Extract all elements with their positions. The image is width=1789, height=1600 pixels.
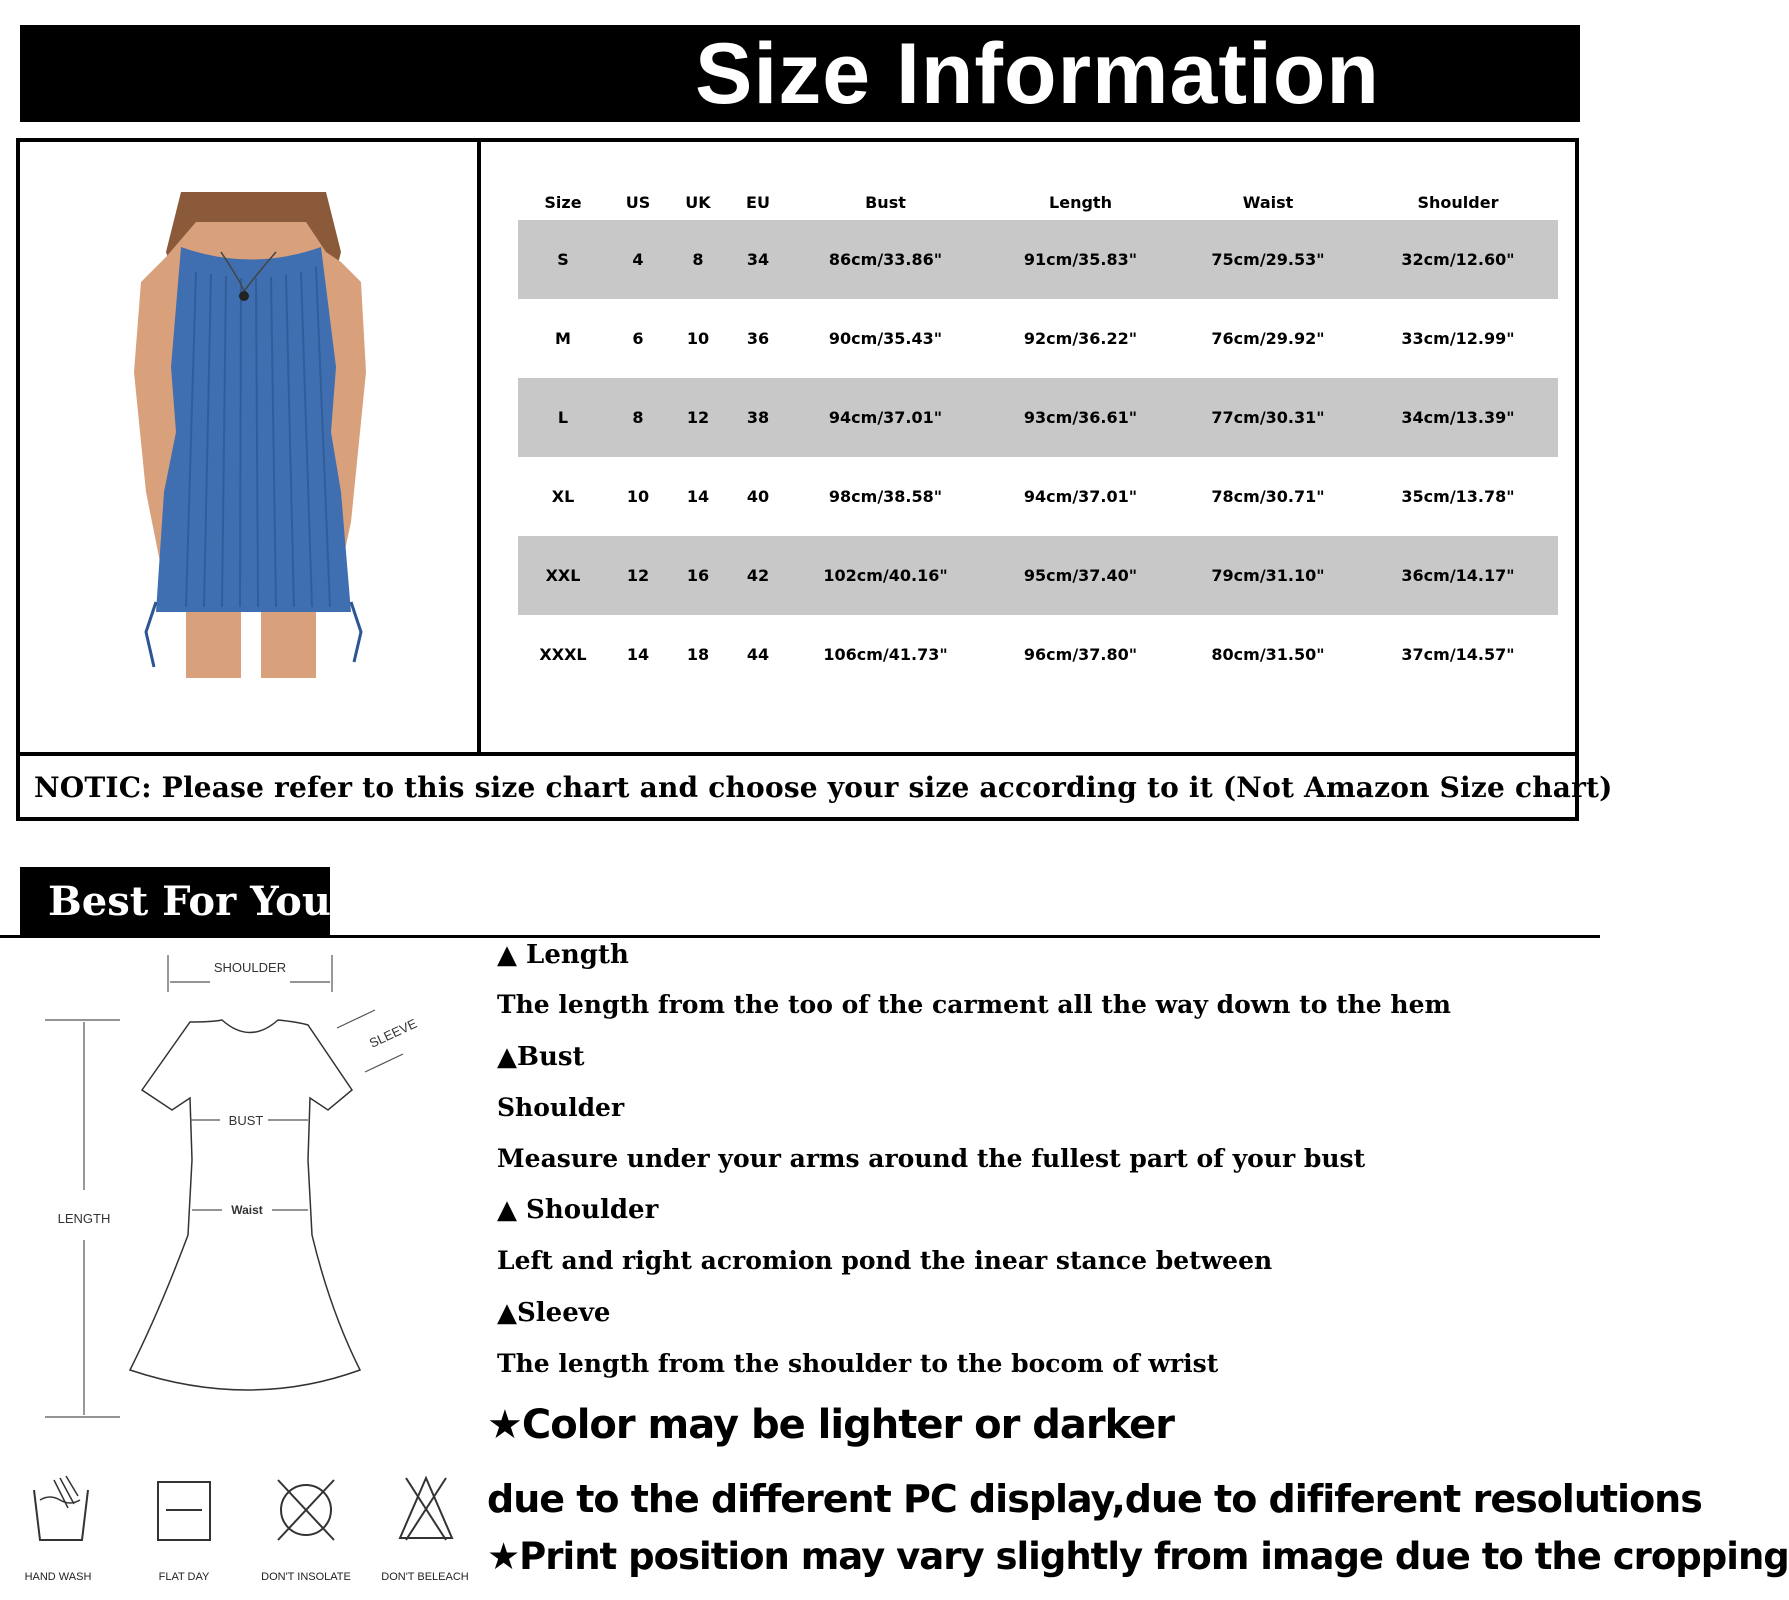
hand-wash-label: HAND WASH [24, 1571, 92, 1583]
table-cell: XXXL [539, 645, 587, 664]
table-cell: 98cm/38.58" [828, 487, 943, 506]
table-cell: 36 [746, 329, 770, 348]
table-header-row [518, 184, 1558, 220]
table-cell: 38 [728, 378, 788, 457]
table-cell: 14 [686, 487, 710, 506]
table-cell: 79cm/31.10" [1178, 536, 1358, 615]
size-chart-frame [16, 138, 1613, 821]
sleeve-label: SLEEVE [366, 1015, 420, 1051]
display-note: due to the different PC display,due to dififerent resolutions [487, 1477, 1702, 1521]
hand-wash-icon [25, 1476, 92, 1583]
banner-title: Size Information [695, 26, 1380, 122]
table-cell: 75cm/29.53" [1178, 220, 1358, 299]
table-cell: 33cm/12.99" [1401, 329, 1515, 348]
col-header: Size [544, 192, 582, 212]
col-header: Shoulder [1417, 192, 1499, 212]
table-cell: 106cm/41.73" [823, 645, 948, 664]
sleeve-description: The length from the shoulder to the bocom of wrist [497, 1349, 1219, 1378]
table-cell: 4 [608, 220, 668, 299]
col-header: Length [1049, 192, 1112, 212]
length-heading: ▲ Length [497, 940, 629, 970]
size-notice: NOTIC: Please refer to this size chart and choose your size according to it (Not Amazon Size chart) [34, 771, 1613, 804]
flat-dry-label: FLAT DAY [158, 1571, 210, 1583]
table-cell: 32cm/12.60" [1358, 220, 1558, 299]
col-header: UK [685, 192, 711, 212]
table-cell: 90cm/35.43" [828, 329, 943, 348]
product-photo [126, 192, 376, 678]
bust-description: Measure under your arms around the fullest part of your bust [497, 1144, 1366, 1173]
section-rule [0, 935, 1600, 938]
table-cell: 34 [728, 220, 788, 299]
table-cell: 42 [728, 536, 788, 615]
col-header: US [625, 192, 651, 212]
best-for-you-tab [20, 867, 330, 937]
care-instructions [20, 1470, 490, 1590]
table-cell: 93cm/36.61" [983, 378, 1178, 457]
table-cell: 44 [746, 645, 770, 664]
table-cell: L [518, 378, 608, 457]
table-row [518, 536, 1558, 615]
vertical-divider [477, 142, 481, 754]
table-cell: 94cm/37.01" [1023, 487, 1138, 506]
table-cell: 8 [608, 378, 668, 457]
table-cell: 92cm/36.22" [1023, 329, 1138, 348]
col-header: Waist [1242, 192, 1294, 212]
table-cell: XL [551, 487, 575, 506]
table-row [518, 457, 1558, 536]
table-cell: 40 [746, 487, 770, 506]
table-cell: 34cm/13.39" [1358, 378, 1558, 457]
table-row [518, 378, 1558, 457]
dress-measurement-diagram [40, 950, 430, 1430]
size-table [518, 184, 1558, 694]
waist-label: Waist [231, 1203, 263, 1217]
length-label: LENGTH [57, 1211, 111, 1226]
col-header: EU [746, 192, 770, 212]
dont-insolate-icon [261, 1480, 351, 1583]
dont-bleach-label: DON'T BELEACH [381, 1571, 469, 1583]
print-note: ★Print position may vary slightly from image due to the cropping [487, 1535, 1789, 1578]
table-cell: 102cm/40.16" [788, 536, 983, 615]
table-cell: 6 [632, 329, 644, 348]
table-row [518, 615, 1558, 694]
shoulder-label: SHOULDER [213, 960, 287, 975]
col-header: Bust [865, 192, 906, 212]
best-for-you-title: Best For You [48, 878, 331, 925]
bust-heading: ▲Bust [497, 1042, 585, 1072]
table-cell: 77cm/30.31" [1178, 378, 1358, 457]
dont-insolate-label: DON'T INSOLATE [261, 1571, 351, 1583]
bust-label: BUST [228, 1113, 264, 1128]
color-note: ★Color may be lighter or darker [487, 1402, 1174, 1448]
table-cell: 35cm/13.78" [1401, 487, 1515, 506]
table-cell: 86cm/33.86" [788, 220, 983, 299]
table-cell: 12 [608, 536, 668, 615]
shoulder-heading: ▲ Shoulder [497, 1195, 659, 1225]
table-cell: 14 [626, 645, 650, 664]
table-cell: 8 [668, 220, 728, 299]
table-cell: XXL [518, 536, 608, 615]
table-cell: 76cm/29.92" [1211, 329, 1325, 348]
length-description: The length from the too of the carment all the way down to the hem [497, 990, 1451, 1019]
size-info-banner [20, 25, 1580, 122]
table-cell: 18 [686, 645, 710, 664]
bust-subheading: Shoulder [497, 1093, 625, 1122]
table-cell: 16 [668, 536, 728, 615]
table-cell: S [518, 220, 608, 299]
table-cell: 91cm/35.83" [983, 220, 1178, 299]
table-cell: 12 [668, 378, 728, 457]
sleeve-heading: ▲Sleeve [497, 1298, 611, 1328]
table-cell: 95cm/37.40" [983, 536, 1178, 615]
table-cell: 36cm/14.17" [1358, 536, 1558, 615]
dont-bleach-icon [381, 1478, 469, 1583]
table-row [518, 220, 1558, 299]
table-cell: 94cm/37.01" [788, 378, 983, 457]
table-cell: 78cm/30.71" [1211, 487, 1325, 506]
table-cell: 10 [686, 329, 710, 348]
shoulder-description: Left and right acromion pond the inear stance between [497, 1246, 1273, 1275]
table-cell: M [555, 329, 571, 348]
table-cell: 96cm/37.80" [1023, 645, 1138, 664]
table-cell: 37cm/14.57" [1401, 645, 1515, 664]
table-row [518, 299, 1558, 378]
flat-dry-icon [158, 1482, 210, 1583]
table-cell: 80cm/31.50" [1211, 645, 1325, 664]
table-cell: 10 [626, 487, 650, 506]
